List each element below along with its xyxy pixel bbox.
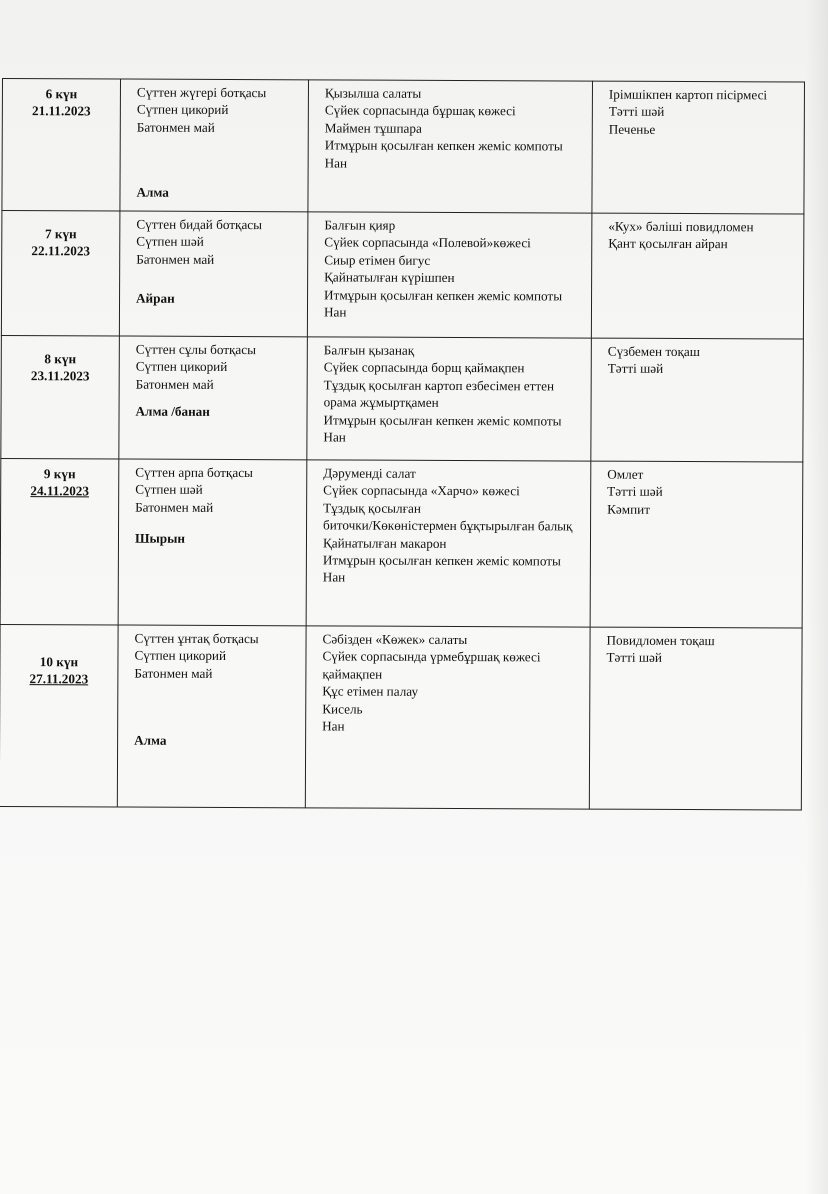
menu-item: Сүйек сорпасында борщ қаймақпен <box>323 359 525 376</box>
afternoon-cell <box>590 461 803 628</box>
menu-item: Тәтті шәй <box>607 484 663 500</box>
afternoon-cell <box>591 213 804 339</box>
menu-item: Печенье <box>608 121 656 137</box>
table-row <box>0 458 803 627</box>
afternoon-cell <box>591 338 804 462</box>
table-row <box>1 335 804 461</box>
menu-item: Сүйек сорпасында бұршақ көжесі <box>324 102 516 119</box>
snack-item: Алма /банан <box>135 403 210 420</box>
menu-item: Батонмен май <box>136 119 215 135</box>
day-cell <box>1 335 120 459</box>
menu-item: Сүйек сорпасында «Харчо» көжесі <box>323 482 520 499</box>
menu-item: Кәмпит <box>607 501 651 517</box>
menu-item: Сәбізден «Көжек» салаты <box>322 631 468 648</box>
day-cell <box>0 458 119 625</box>
page-edge-shadow <box>805 0 828 1194</box>
menu-item: Сүттен сұлы ботқасы <box>135 341 257 358</box>
lunch-cell <box>307 212 592 338</box>
menu-item: Повидломен тоқаш <box>606 632 715 649</box>
menu-item: Нан <box>322 718 345 734</box>
menu-item: биточки/Көкөністермен бұқтырылған балық <box>323 517 573 534</box>
day-date: 22.11.2023 <box>31 243 91 259</box>
menu-item: «Кух» бәліші повидломен <box>608 218 754 235</box>
day-date: 24.11.2023 <box>30 483 90 499</box>
menu-item: Балғын қияр <box>324 217 396 233</box>
menu-item: Ірімшікпен картоп пісірмесі <box>608 86 768 103</box>
menu-item: Балғын қызанақ <box>323 342 415 358</box>
menu-item: Сүттен ұнтақ ботқасы <box>134 630 259 647</box>
day-date: 27.11.2023 <box>29 671 89 687</box>
menu-item: Омлет <box>607 466 644 482</box>
menu-item: Құс етімен палау <box>322 683 419 700</box>
menu-item: Сүтпен цикорий <box>136 101 229 118</box>
menu-item: Батонмен май <box>134 665 213 681</box>
menu-item: Сүтпен цикорий <box>134 647 227 664</box>
menu-item: Тәтті шәй <box>608 104 665 120</box>
menu-item: Сүйек сорпасында үрмебұршақ көжесі қаймақпен <box>322 648 541 682</box>
menu-item: Дәруменді салат <box>323 465 416 481</box>
menu-table <box>0 78 805 810</box>
day-label: 10 күн <box>39 654 79 670</box>
day-cell <box>1 211 120 337</box>
menu-item: Сиыр етімен бигус <box>324 252 431 268</box>
afternoon-cell <box>592 81 805 214</box>
menu-item: Итмұрын қосылған кепкен жеміс компоты <box>323 412 562 429</box>
menu-item: Сүттен бидай ботқасы <box>136 216 263 233</box>
menu-item: Итмұрын қосылған кепкен жеміс компоты <box>322 552 561 569</box>
breakfast-cell <box>118 459 307 626</box>
day-label: 7 күн <box>44 226 77 242</box>
menu-item: Нан <box>322 569 346 585</box>
snack-item: Айран <box>136 290 175 306</box>
day-date: 23.11.2023 <box>30 368 90 384</box>
day-cell <box>2 79 121 212</box>
menu-item: Тұздық қосылған <box>323 500 422 516</box>
menu-item: Нан <box>324 155 348 171</box>
breakfast-cell <box>119 211 308 337</box>
menu-item: Кисель <box>322 701 363 717</box>
table-row <box>0 624 802 809</box>
lunch-cell <box>308 80 593 213</box>
menu-item: Тәтті шәй <box>606 650 662 666</box>
breakfast-cell <box>117 625 306 808</box>
table-row <box>2 79 805 214</box>
menu-item: Қайнатылған макарон <box>322 535 447 551</box>
table-row <box>1 211 804 339</box>
day-label: 6 күн <box>45 86 78 102</box>
lunch-cell <box>305 626 590 809</box>
menu-item: Қызылша салаты <box>324 85 422 101</box>
menu-item: Батонмен май <box>135 376 214 392</box>
snack-item: Алма <box>134 732 167 748</box>
menu-item: Қант қосылған айран <box>608 236 728 252</box>
snack-item: Шырын <box>134 530 186 547</box>
menu-item: Нан <box>323 429 346 445</box>
menu-item: Қайнатылған күрішпен <box>324 269 455 286</box>
menu-item: Итмұрын қосылған кепкен жеміс компоты <box>324 287 563 304</box>
menu-item: Тұздық қосылған картоп езбесімен еттен орама жұмыртқамен <box>323 377 555 411</box>
day-label: 8 күн <box>44 351 77 367</box>
menu-item: Сүйек сорпасында «Полевой»көжесі <box>324 234 531 251</box>
menu-item: Сүттен жүгері ботқасы <box>136 84 267 101</box>
menu-item: Итмұрын қосылған кепкен жеміс компоты <box>324 137 563 154</box>
menu-item: Тәтті шәй <box>607 361 664 377</box>
lunch-cell <box>307 337 592 461</box>
menu-item: Сүтпен цикорий <box>135 358 228 375</box>
menu-item: Нан <box>323 304 347 320</box>
day-label: 9 күн <box>43 466 76 482</box>
menu-item: Батонмен май <box>135 499 214 515</box>
breakfast-cell <box>120 79 309 212</box>
menu-item: Батонмен май <box>136 251 215 267</box>
afternoon-cell <box>589 627 802 810</box>
day-date: 21.11.2023 <box>32 103 91 119</box>
breakfast-cell <box>119 336 308 460</box>
lunch-cell <box>306 460 591 627</box>
day-cell <box>0 624 118 807</box>
snack-item: Алма <box>136 184 169 200</box>
menu-item: Сүтпен шәй <box>135 481 203 498</box>
menu-item: Сүтпен шәй <box>136 233 204 250</box>
menu-item: Маймен тұшпара <box>324 120 422 136</box>
menu-item: Сүзбемен тоқаш <box>607 343 700 360</box>
menu-item: Сүттен арпа ботқасы <box>135 464 253 481</box>
